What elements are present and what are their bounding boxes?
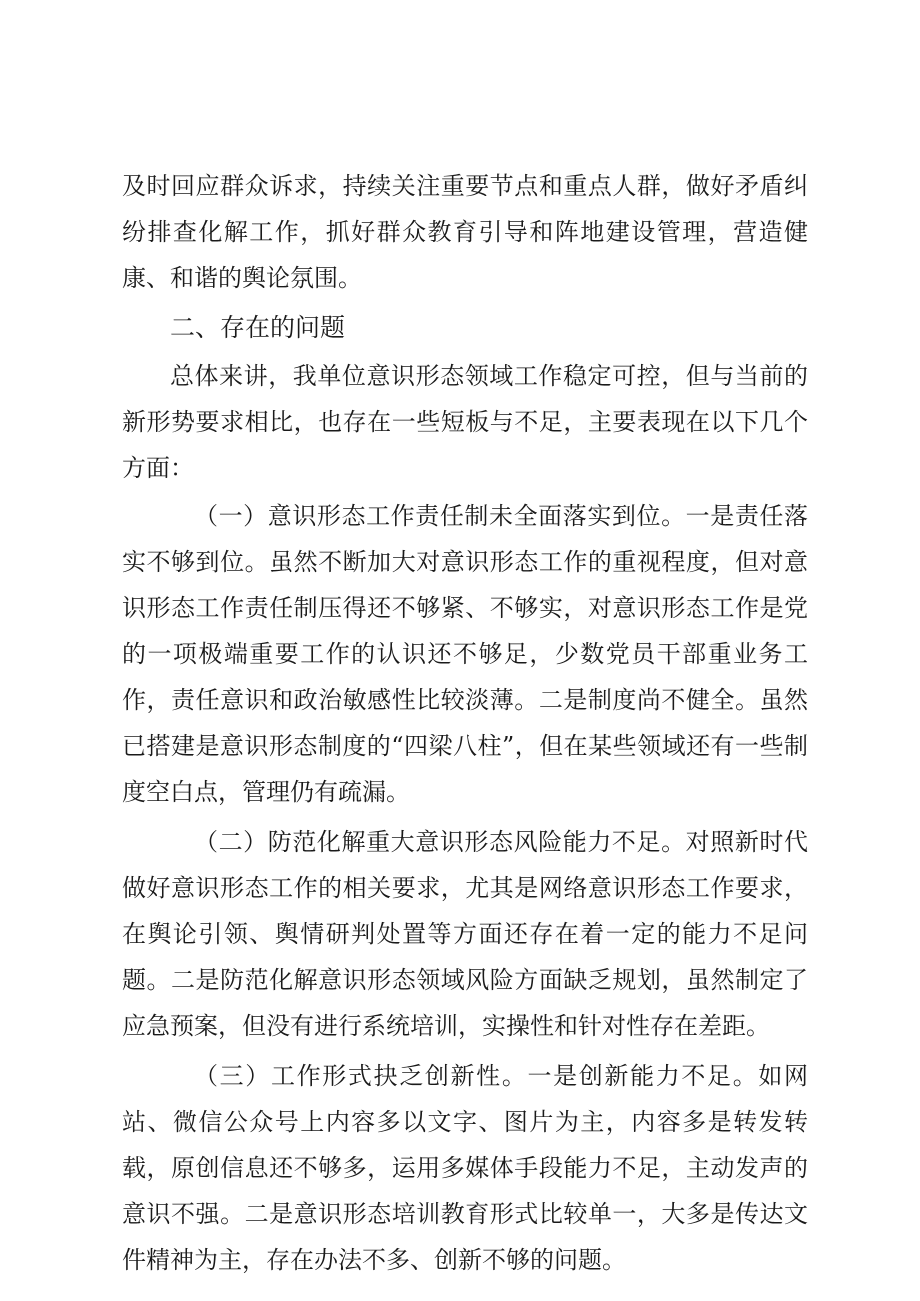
paragraph-item-2: （二）防范化解重大意识形态风险能力不足。对照新时代做好意识形态工作的相关要求，尤其是网络意识形态工作要求，在舆论引领、舆情研判处置等方面还存在着一定的能力不足问题。二是防范化解意识形态领域风险方面缺乏规划，虽然制定了应急预案，但没有进行系统培训，实操性和针对性存在差距。 — [122, 828, 808, 1040]
paragraph-item-1: （一）意识形态工作责任制未全面落实到位。一是责任落实不够到位。虽然不断加大对意识形态工作的重视程度，但对意识形态工作责任制压得还不够紧、不够实，对意识形态工作是党的一项极端重要工作的认识还不够足，少数党员干部重业务工作，责任意识和政治敏感性比较淡薄。二是制度尚不健全。虽然已搭建是意识形态制度的“四梁八柱”，但在某些领域还有一些制度空白点，管理仍有疏漏。 — [122, 502, 808, 806]
paragraph-continuation: 及时回应群众诉求，持续关注重要节点和重点人群，做好矛盾纠纷排查化解工作，抓好群众教育引导和阵地建设管理，营造健康、和谐的舆论氛围。 — [122, 172, 808, 292]
paragraph-intro: 总体来讲，我单位意识形态领域工作稳定可控，但与当前的新形势要求相比，也存在一些短板与不足，主要表现在以下几个方面： — [122, 362, 808, 482]
paragraph-item-3: （三）工作形式抉乏创新性。一是创新能力不足。如网站、微信公众号上内容多以文字、图片为主，内容多是转发转载，原创信息还不够多，运用多媒体手段能力不足，主动发声的意识不强。二是意识形态培训教育形式比较单一，大多是传达文件精神为主，存在办法不多、创新不够的问题。 — [122, 1062, 808, 1274]
section-heading: 二、存在的问题 — [170, 313, 346, 342]
document-body — [122, 163, 808, 1283]
